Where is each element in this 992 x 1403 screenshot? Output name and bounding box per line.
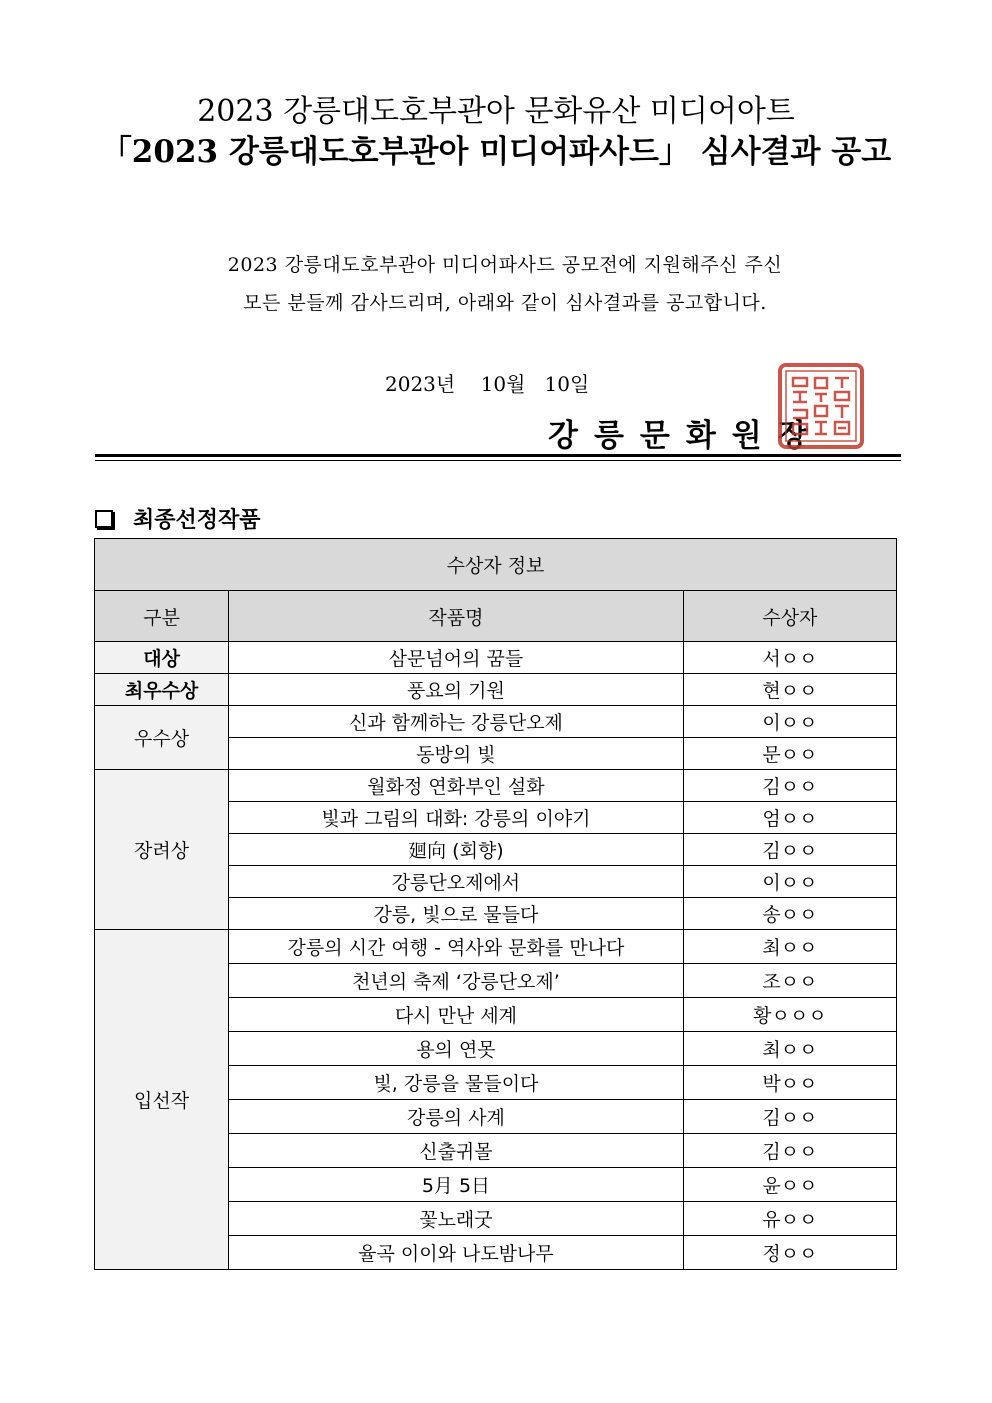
- header-winner: 수상자: [683, 591, 896, 642]
- work-title-cell: 강릉, 빛으로 물들다: [229, 898, 684, 930]
- official-seal-stamp: [777, 362, 865, 450]
- work-title-cell: 신과 함께하는 강릉단오제: [229, 706, 684, 738]
- work-title-cell: 동방의 빛: [229, 738, 684, 770]
- organization-name: 강릉문화원장: [548, 418, 824, 454]
- category-cell: 대상: [95, 642, 229, 674]
- intro-line-2: 모든 분들께 감사드리며, 아래와 같이 심사결과를 공고합니다.: [243, 292, 767, 314]
- checkbox-bullet-icon: [95, 510, 113, 528]
- category-cell: 우수상: [95, 706, 229, 770]
- winner-cell: 윤ㅇㅇ: [683, 1168, 896, 1202]
- title-line-2: 「2023 강릉대도호부관아 미디어파사드」 심사결과 공고: [100, 134, 892, 170]
- table-title: 수상자 정보: [95, 539, 897, 591]
- category-cell: 장려상: [95, 770, 229, 930]
- winner-cell: 황ㅇㅇㅇ: [683, 998, 896, 1032]
- winner-cell: 김ㅇㅇ: [683, 1100, 896, 1134]
- work-title-cell: 용의 연못: [229, 1032, 684, 1066]
- winner-cell: 조ㅇㅇ: [683, 964, 896, 998]
- winner-cell: 최ㅇㅇ: [683, 930, 896, 964]
- work-title-cell: 강릉의 사계: [229, 1100, 684, 1134]
- work-title-cell: 강릉의 시간 여행 - 역사와 문화를 만나다: [229, 930, 684, 964]
- work-title-cell: 신출귀몰: [229, 1134, 684, 1168]
- winner-cell: 박ㅇㅇ: [683, 1066, 896, 1100]
- work-title-cell: 꽃노래굿: [229, 1202, 684, 1236]
- winner-cell: 송ㅇㅇ: [683, 898, 896, 930]
- winner-cell: 유ㅇㅇ: [683, 1202, 896, 1236]
- section-heading-text: 최종선정작품: [133, 507, 261, 533]
- winner-cell: 문ㅇㅇ: [683, 738, 896, 770]
- winner-cell: 김ㅇㅇ: [683, 770, 896, 802]
- work-title-cell: 천년의 축제 ‘강릉단오제’: [229, 964, 684, 998]
- category-cell: 입선작: [95, 930, 229, 1270]
- announcement-date: 2023년 10월 10일: [385, 372, 590, 396]
- work-title-cell: 풍요의 기원: [229, 674, 684, 706]
- category-cell: 최우수상: [95, 674, 229, 706]
- work-title-cell: 월화정 연화부인 설화: [229, 770, 684, 802]
- work-title-cell: 廻向 (회향): [229, 834, 684, 866]
- winner-cell: 이ㅇㅇ: [683, 866, 896, 898]
- header-category: 구분: [95, 591, 229, 642]
- winner-cell: 정ㅇㅇ: [683, 1236, 896, 1270]
- winner-cell: 현ㅇㅇ: [683, 674, 896, 706]
- intro-line-1: 2023 강릉대도호부관아 미디어파사드 공모전에 지원해주신 주신: [227, 254, 783, 276]
- winner-cell: 엄ㅇㅇ: [683, 802, 896, 834]
- work-title-cell: 5月 5日: [229, 1168, 684, 1202]
- header-rule-thick: [95, 454, 901, 457]
- work-title-cell: 강릉단오제에서: [229, 866, 684, 898]
- winner-cell: 이ㅇㅇ: [683, 706, 896, 738]
- work-title-cell: 삼문넘어의 꿈들: [229, 642, 684, 674]
- awards-table: [94, 538, 897, 1270]
- work-title-cell: 다시 만난 세계: [229, 998, 684, 1032]
- winner-cell: 서ㅇㅇ: [683, 642, 896, 674]
- header-rule-thin: [95, 460, 901, 461]
- winner-cell: 김ㅇㅇ: [683, 834, 896, 866]
- winner-cell: 최ㅇㅇ: [683, 1032, 896, 1066]
- work-title-cell: 빛, 강릉을 물들이다: [229, 1066, 684, 1100]
- work-title-cell: 빛과 그림의 대화: 강릉의 이야기: [229, 802, 684, 834]
- header-work-title: 작품명: [229, 591, 684, 642]
- winner-cell: 김ㅇㅇ: [683, 1134, 896, 1168]
- title-line-1: 2023 강릉대도호부관아 문화유산 미디어아트: [197, 94, 795, 129]
- work-title-cell: 율곡 이이와 나도밤나무: [229, 1236, 684, 1270]
- section-heading: [95, 503, 261, 534]
